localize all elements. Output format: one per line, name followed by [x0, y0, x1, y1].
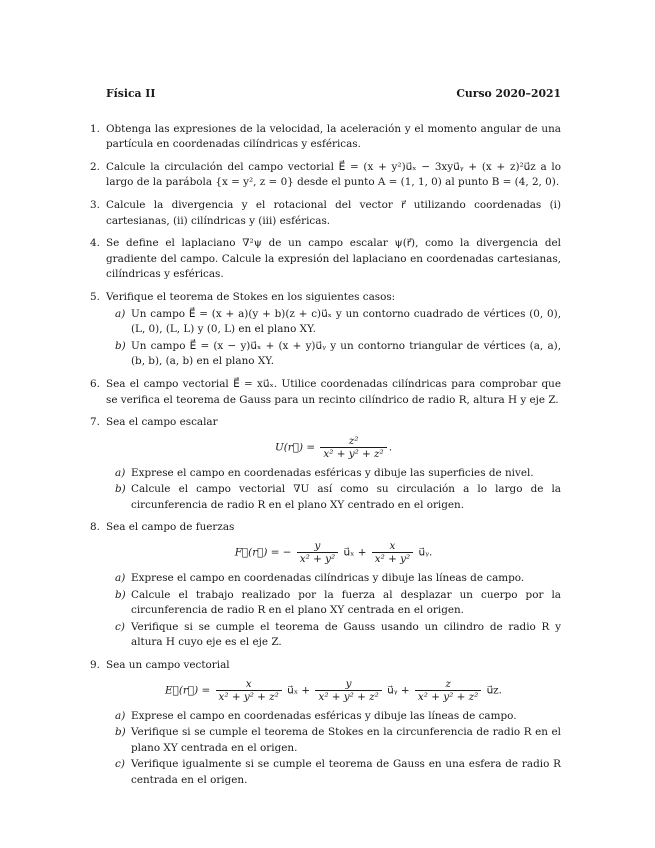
fraction — [415, 678, 481, 703]
problem-text: Se define el laplaciano ∇²ψ de un campo escalar ψ(r⃗), como la divergencia del gradiente del campo. Calcule la expresión del laplaciano en coordenadas cartesianas, cilíndricas y esféricas. — [106, 237, 561, 281]
problem-text: Calcule la divergencia y el rotacional del vector r⃗ utilizando coordenadas (i) cartesianas, (ii) cilíndricas y (iii) esféricas. — [106, 198, 561, 227]
problem-item — [90, 198, 561, 229]
subproblem-text: Verifique igualmente si se cumple el teorema de Gauss en una esfera de radio R centrada en el origen. — [131, 758, 561, 786]
fraction-numerator: y — [314, 540, 321, 553]
problem-text: Sea un campo vectorial — [106, 659, 230, 672]
problem-item — [90, 290, 561, 370]
fraction-numerator: x — [389, 540, 396, 553]
subproblem-item — [115, 571, 561, 587]
problem-text: Sea el campo escalar — [106, 416, 218, 429]
subproblem-text: Verifique si se cumple el teorema de Stokes en la circunferencia de radio R en el plano XY centrada en el origen. — [131, 726, 561, 754]
subproblem-item — [115, 757, 561, 788]
problem-number: 4. — [90, 237, 100, 250]
problem-text: Sea el campo vectorial E⃗ = xu⃗ₓ. Utilice coordenadas cilíndricas para comprobar que se verifica el teorema de Gauss para un recinto cilíndrico de radio R, altura H y eje Z. — [106, 377, 561, 406]
problem-number: 2. — [90, 160, 100, 173]
subproblem-text: Exprese el campo en coordenadas esféricas y dibuje las superficies de nivel. — [131, 466, 534, 479]
problem-text: Obtenga las expresiones de la velocidad, la aceleración y el momento angular de una partícula en coordenadas cilíndricas y esféricas. — [106, 122, 561, 151]
subproblem-text: Exprese el campo en coordenadas cilíndricas y dibuje las líneas de campo. — [131, 572, 525, 585]
subproblem-text: Verifique si se cumple el teorema de Gauss usando un cilindro de radio R y altura H cuyo eje es el eje Z. — [131, 620, 561, 649]
subproblem-item — [115, 620, 561, 651]
problem-item — [90, 377, 561, 408]
fraction — [315, 678, 381, 703]
problem-item — [90, 122, 561, 153]
problem-number: 9. — [90, 659, 100, 672]
display-equation — [106, 678, 561, 703]
subproblem-item — [115, 307, 561, 338]
problem-number: 7. — [90, 416, 100, 429]
fraction — [216, 678, 282, 703]
problem-item — [90, 520, 561, 651]
equation-term: u⃗ᵧ + — [387, 684, 410, 697]
subproblem-item — [115, 588, 561, 619]
fraction-numerator: z — [445, 677, 451, 690]
subproblem-text: Calcule el trabajo realizado por la fuerza al desplazar un cuerpo por la circunferencia de radio R en el plano XY centrada en el origen. — [131, 588, 561, 617]
course-year: Curso 2020–2021 — [456, 87, 561, 100]
subproblem-label: b) — [115, 588, 126, 601]
subproblem-item — [115, 482, 561, 513]
subproblem-text: Un campo E⃗ = (x + a)(y + b)(z + c)u⃗ₓ y un contorno cuadrado de vértices (0, 0), (L, 0), (L, L) y (0, L) en el plano XY. — [131, 307, 561, 336]
fraction-denominator: x² + y² — [372, 552, 413, 565]
problem-number: 5. — [90, 290, 100, 303]
problem-text: Sea el campo de fuerzas — [106, 521, 235, 534]
subproblem-item — [115, 725, 561, 756]
fraction — [372, 540, 413, 565]
equation-lhs: E⃗(r⃗) = — [165, 684, 211, 697]
subproblem-text: Exprese el campo en coordenadas esféricas y dibuje las líneas de campo. — [131, 709, 517, 722]
fraction — [297, 540, 338, 565]
fraction-numerator: x — [245, 677, 252, 690]
problem-number: 6. — [90, 377, 100, 390]
display-equation — [106, 435, 561, 460]
problem-text: Calcule la circulación del campo vectorial E⃗ = (x + y²)u⃗ₓ − 3xyu⃗ᵧ + (x + z)²u⃗z a lo largo de la parábola {x = y², z = 0} desde el punto A = (1, 1, 0) al punto B = (4, 2, 0). — [106, 160, 561, 189]
fraction-denominator: x² + y² + z² — [315, 690, 381, 703]
display-equation — [106, 540, 561, 565]
subproblem-item — [115, 709, 561, 725]
subproblem-label: c) — [115, 620, 125, 633]
problem-item — [90, 160, 561, 191]
fraction-denominator: x² + y² + z² — [320, 447, 386, 460]
problem-list — [90, 122, 561, 789]
subproblem-label: b) — [115, 726, 126, 739]
problem-item — [90, 658, 561, 789]
problem-number: 3. — [90, 198, 100, 211]
equation-term: u⃗ₓ + — [343, 546, 367, 559]
subproblem-label: a) — [115, 307, 126, 320]
subproblem-label: a) — [115, 466, 126, 479]
fraction — [320, 435, 386, 460]
subproblem-item — [115, 339, 561, 370]
subproblem-item — [115, 466, 561, 482]
fraction-denominator: x² + y² + z² — [216, 690, 282, 703]
problem-number: 8. — [90, 521, 100, 534]
fraction-denominator: x² + y² + z² — [415, 690, 481, 703]
equation-lhs: U(r⃗) = — [274, 441, 316, 454]
equation-term: u⃗z. — [486, 684, 502, 697]
equation-term: u⃗ₓ + — [287, 684, 311, 697]
problem-number: 1. — [90, 122, 100, 135]
subproblem-text: Un campo E⃗ = (x − y)u⃗ₓ + (x + y)u⃗ᵧ y un contorno triangular de vértices (a, a), (b, b), (a, b) en el plano XY. — [131, 339, 561, 368]
fraction-numerator: z² — [348, 434, 359, 447]
subproblem-label: b) — [115, 339, 126, 352]
subproblem-label: c) — [115, 758, 125, 771]
subproblem-text: Calcule el campo vectorial ∇U así como su circulación a lo largo de la circunferencia de radio R en el plano XY centrado en el origen. — [131, 483, 561, 511]
equation-lhs: F⃗(r⃗) = − — [234, 546, 292, 559]
subproblem-label: a) — [115, 572, 126, 585]
page-header — [106, 86, 561, 102]
problem-item — [90, 236, 561, 283]
course-title: Física II — [106, 87, 156, 100]
equation-term: u⃗ᵧ. — [418, 546, 433, 559]
subproblem-label: b) — [115, 483, 126, 496]
fraction-denominator: x² + y² — [297, 552, 338, 565]
problem-text: Verifique el teorema de Stokes en los siguientes casos: — [106, 290, 396, 303]
problem-item — [90, 415, 561, 513]
equation-tail: . — [388, 441, 393, 454]
subproblem-label: a) — [115, 709, 126, 722]
fraction-numerator: y — [345, 677, 352, 690]
